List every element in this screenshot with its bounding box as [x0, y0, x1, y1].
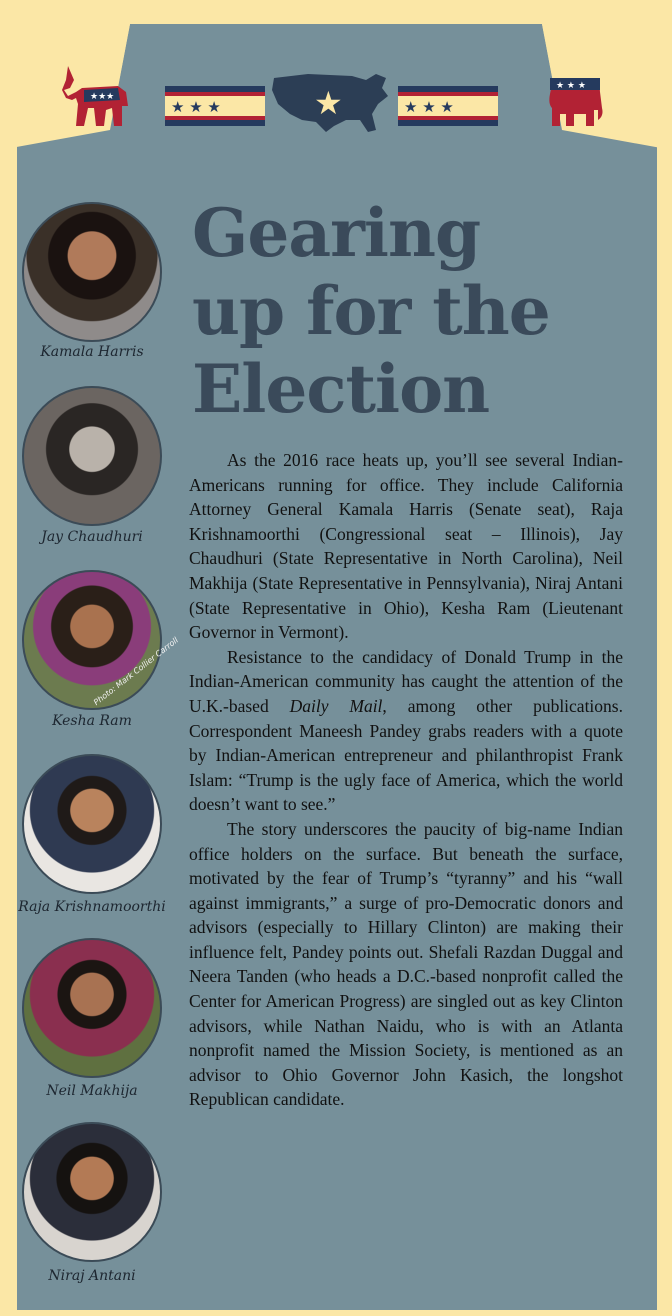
caption-jay-chaudhuri: Jay Chaudhuri — [41, 529, 143, 545]
elephant-icon — [544, 74, 606, 128]
donkey-icon — [60, 62, 132, 130]
stars-banner-right — [398, 86, 498, 126]
svg-text:★ ★ ★: ★ ★ ★ — [404, 98, 454, 116]
paragraph-2 — [189, 645, 623, 817]
portrait-kamala-harris — [22, 202, 162, 342]
caption-kesha-ram: Kesha Ram — [52, 713, 132, 729]
usa-map-star-icon — [268, 70, 396, 136]
caption-niraj-antani: Niraj Antani — [48, 1268, 136, 1284]
svg-text:★ ★ ★: ★ ★ ★ — [171, 98, 221, 116]
paragraph-2-end: , among other publications. Correspondent Maneesh Pandey grabs readers with a quote by Indian-American entrepreneur and philanthropist Frank Islam: “Trump is the ugly face of America, which the world doesn’t want to see.” — [189, 695, 623, 815]
caption-kamala-harris: Kamala Harris — [40, 344, 144, 360]
svg-text:★ ★ ★: ★ ★ ★ — [556, 81, 586, 91]
caption-raja-krishnamoorthi: Raja Krishnamoorthi — [18, 899, 166, 915]
svg-text:★★★: ★★★ — [90, 92, 115, 102]
svg-text:★: ★ — [314, 84, 343, 122]
headline-line-1: Gearing — [192, 194, 481, 272]
headline — [192, 194, 652, 428]
caption-neil-makhija: Neil Makhija — [46, 1083, 138, 1099]
headline-line-2: up for the — [192, 272, 550, 350]
portrait-kesha-ram — [22, 570, 162, 710]
photo-credit: Photo: Mark Collier Carroll — [92, 635, 180, 708]
portrait-niraj-antani — [22, 1122, 162, 1262]
stars-banner-left — [165, 86, 265, 126]
portrait-raja-krishnamoorthi — [22, 754, 162, 894]
portrait-jay-chaudhuri — [22, 386, 162, 526]
paragraph-3: The story underscores the paucity of big-name Indian office holders on the surface. But beneath the surface, motivated by the fear of Trump’s “tyranny” and his “wall against immigrants,” a surge of pro-Democratic donors and advisors (especially to Hillary Clinton) are making their influence felt, Pandey points out. Shefali Razdan Duggal and Neera Tanden (who heads a D.C.-based nonprofit called the Center for American Progress) are singled out as key Clinton advisors, while Nathan Naidu, who is with an Atlanta nonprofit named the Mission Society, is mentioned as an advisor to Ohio Governor John Kasich, the longshot Republican candidate. — [189, 818, 623, 1110]
article-body — [189, 448, 623, 1112]
paragraph-2-start: Resistance to the candidacy of Donald Trump in the Indian-American community has caught the attention of the U.K.-based — [189, 646, 623, 716]
portrait-neil-makhija — [22, 938, 162, 1078]
publication-name: Daily Mail — [289, 695, 383, 716]
paragraph-1: As the 2016 race heats up, you’ll see several Indian-Americans running for office. They include California Attorney General Kamala Harris (Senate seat), Raja Krishnamoorthi (Congressional seat – Illinois), Jay Chaudhuri (State Representative in North Carolina), Neil Makhija (State Representative in Pennsylvania), Niraj Antani (State Representative in Ohio), Kesha Ram (Lieutenant Governor in Vermont). — [189, 450, 623, 643]
headline-line-3: Election — [192, 350, 490, 428]
